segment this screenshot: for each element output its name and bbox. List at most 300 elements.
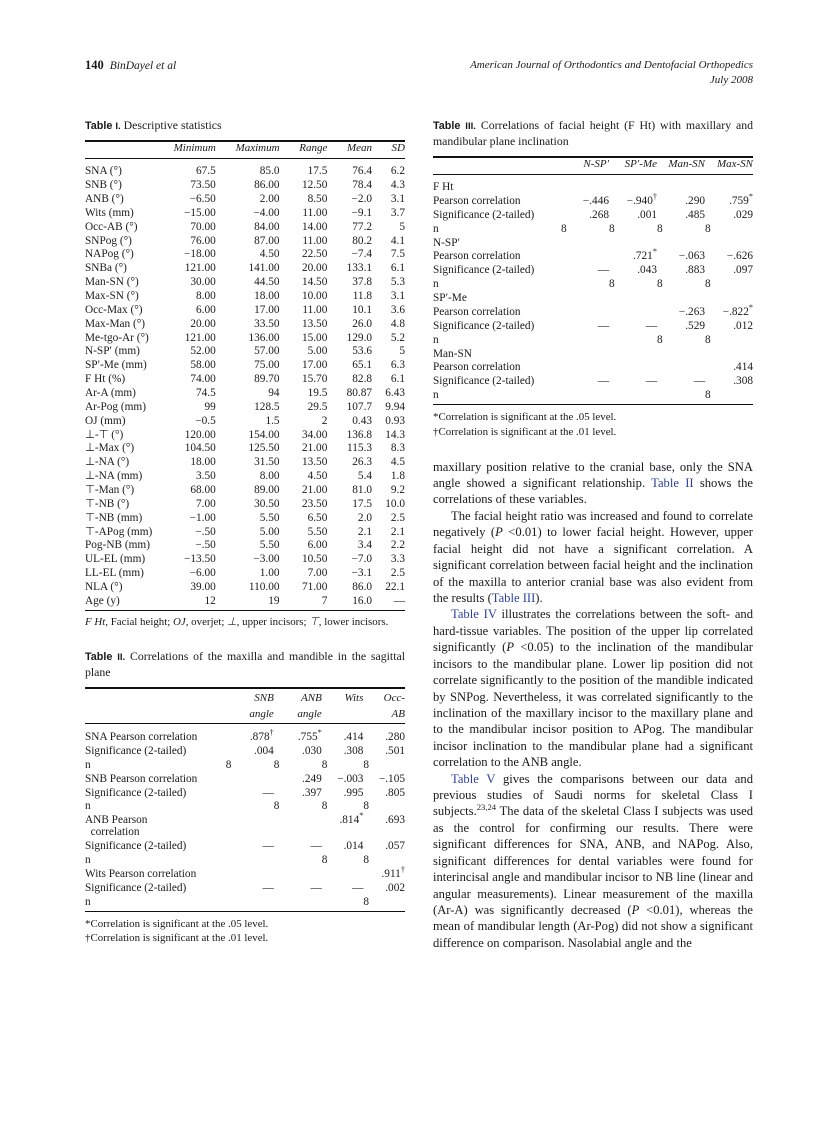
cell-value: 4.8 (390, 317, 405, 330)
cell-value: .501 (385, 744, 405, 757)
cell-value: .029 (733, 208, 753, 221)
cell-value: 3.6 (390, 303, 405, 316)
table-2-head (85, 688, 405, 724)
table-2-col-label (85, 688, 226, 708)
cell-value: 94 (268, 387, 280, 400)
cell-value: 6.1 (390, 262, 405, 275)
cell-value: 5 (399, 220, 405, 233)
row-label: n (433, 333, 439, 346)
cell-value: 78.4 (352, 179, 373, 192)
table-group-row (433, 236, 753, 250)
table-2-caption-text: Correlations of the maxilla and mandible in the sagittal plane (85, 649, 406, 680)
cell-value: — (393, 594, 405, 607)
cell-value: — (310, 881, 322, 894)
table-1 (85, 140, 405, 611)
cell-value: 4.50 (307, 470, 328, 483)
table-2-col-header: ANB (301, 692, 322, 705)
table-row (85, 594, 405, 610)
cell-value (226, 813, 274, 839)
table-row (85, 483, 405, 497)
table-3-col-header: SP′-Me (624, 157, 657, 170)
table-1-col-header: Minimum (173, 141, 216, 154)
cell-value: 11.8 (352, 290, 373, 302)
cell-value: 4.50 (259, 248, 280, 261)
cell-value: 11.00 (302, 206, 328, 219)
cell-value: .755* (297, 728, 322, 744)
table-row (433, 222, 753, 236)
cell-value: 89.00 (254, 484, 280, 497)
table-1-header-row (85, 141, 405, 158)
table-row (85, 730, 405, 744)
table-3-label: Table (433, 120, 461, 132)
reference-citation: 23,24 (476, 802, 497, 813)
cell-value: .693 (385, 814, 405, 827)
significance-marker: † (269, 728, 274, 738)
table-group-row (433, 180, 753, 194)
cell-value: 19.5 (307, 387, 328, 400)
table-2-body (85, 724, 405, 911)
cell-value: 3.50 (196, 470, 216, 483)
cell-value: −.626 (726, 250, 753, 263)
cell-value: 110.00 (248, 581, 280, 594)
cell-value: −9.1 (351, 206, 373, 219)
cell-value: 0.93 (385, 414, 405, 427)
table-row (85, 234, 405, 248)
significance-marker: † (400, 865, 405, 875)
table-row (85, 289, 405, 303)
cell-value: 2 (321, 414, 328, 427)
row-label: SNB (°) (85, 179, 122, 192)
cell-value: .814* (339, 811, 364, 827)
table-2-caption (85, 649, 405, 681)
group-title: Man-SN (433, 347, 472, 360)
cell-value: 15.00 (301, 331, 328, 344)
cell-value: 7.5 (390, 248, 405, 261)
table-row (433, 194, 753, 208)
table-cross-reference[interactable]: Table IV (451, 607, 497, 622)
table-row (85, 400, 405, 414)
cell-value: 121.00 (184, 262, 216, 275)
cell-value: 5.00 (307, 345, 328, 358)
cell-value: 5 (399, 345, 405, 358)
cell-value: 74.00 (190, 373, 216, 386)
table-row (85, 331, 405, 345)
cell-value: 53.6 (352, 345, 373, 358)
cell-value (609, 333, 657, 347)
table-1-block (85, 118, 405, 629)
cell-value: 12 (204, 594, 216, 607)
row-label: SNB Pearson correlation (85, 772, 198, 785)
row-label: Significance (2-tailed) (433, 264, 535, 277)
cell-value (226, 867, 274, 881)
cell-value: 23.50 (301, 497, 328, 510)
cell-value: −.50 (195, 539, 216, 552)
cell-value: — (597, 375, 609, 388)
table-1-col-label (85, 141, 152, 158)
table-row (85, 345, 405, 359)
italic-symbol: P (506, 640, 515, 655)
cell-value: 15.70 (301, 373, 328, 386)
cell-value: 6.43 (385, 387, 405, 400)
cell-value: −.50 (195, 525, 216, 538)
table-row (85, 164, 405, 178)
row-label: Man-SN (°) (85, 276, 139, 289)
cell-value: 4.5 (390, 456, 405, 469)
table-2-col-header: Occ- (383, 692, 405, 705)
group-title: N-SP′ (433, 236, 460, 249)
running-head-left (85, 58, 176, 73)
cell-value: 17.5 (352, 497, 373, 510)
table-row (85, 261, 405, 275)
table-row (85, 358, 405, 372)
table-row (85, 552, 405, 566)
row-label: Pog-NB (mm) (85, 539, 150, 552)
cell-value: 68.00 (190, 484, 216, 497)
cell-value: 17.5 (307, 165, 328, 178)
body-paragraph: Table V gives the comparisons between our data and previous studies of Saudi norms for skeletal Class I subjects.$^{23,24}$ The data of the skeletal Class I subjects was used as the control for confirming our results. There were significant differences for SNA, ANB, and NAPog. Also, significant differences for dental variables were found for interincisal angle and mandibular incisor to NB line (linear and angular measurements). Linear measurement of the maxilla (Ar-A) was significantly decreased (P <0.01), whereas the mean of mandibular length (Ar-Pog) did not show a significant difference on comparison. Nasolabial angle and the (433, 771, 753, 950)
significance-marker: * (359, 811, 364, 821)
cell-value: 2.0 (357, 511, 373, 524)
table-2-col-header-2: angle (249, 707, 274, 720)
cell-value: −15.00 (183, 206, 216, 219)
cell-value: 44.50 (254, 276, 280, 289)
row-label: n (433, 222, 439, 235)
cell-value: 17.00 (301, 359, 328, 372)
cell-value: 14.00 (301, 220, 328, 233)
row-label-cont: correlation (85, 826, 140, 839)
cell-value: 70.00 (190, 220, 216, 233)
cell-value: .485 (685, 208, 705, 221)
cell-value: 39.00 (190, 581, 216, 594)
significance-marker: * (652, 247, 657, 257)
cell-value: .759* (729, 192, 753, 208)
cell-value: 67.5 (196, 165, 216, 178)
body-paragraph: The facial height ratio was increased and found to correlate negatively (P <0.01) to lower facial height. However, upper facial height did not have a significant correlation. A significant correlation between facial height and the inclination of the maxilla to anterior cranial base was also evident from the results (Table III). (433, 508, 753, 605)
cell-value: 19 (268, 594, 280, 607)
table-1-caption-text: Descriptive statistics (123, 118, 222, 132)
cell-value: 7.00 (307, 567, 328, 580)
table-2-header-row-2 (85, 708, 405, 724)
cell-value: 121.00 (184, 331, 216, 344)
cell-value: 80.87 (346, 387, 373, 400)
row-label: Occ-Max (°) (85, 303, 143, 316)
cell-value (226, 772, 274, 786)
cell-value: 74.5 (196, 387, 216, 400)
cell-value: .414 (343, 731, 364, 744)
cell-value: 77.2 (352, 220, 373, 233)
table-cross-reference[interactable]: Table II (651, 476, 694, 491)
row-label: Wits Pearson correlation (85, 867, 197, 880)
row-label: ANB Pearson correlation (85, 814, 148, 839)
cell-value: 5.50 (259, 539, 280, 552)
cell-value: .308 (733, 375, 753, 388)
cell-value: −13.50 (183, 553, 216, 566)
cell-value: −3.1 (351, 567, 373, 580)
cell-value: 13.50 (301, 317, 328, 330)
table-row (85, 428, 405, 442)
cell-value: — (352, 881, 364, 894)
table-row (85, 744, 405, 758)
cell-value: .878† (249, 728, 274, 744)
cell-value: 3.7 (390, 206, 405, 219)
cell-value: 4.1 (390, 234, 405, 247)
table-group-row (433, 347, 753, 361)
cell-value: −3.00 (253, 553, 280, 566)
issue-date: July 2008 (709, 73, 753, 86)
table-row (85, 303, 405, 317)
row-label: ⊥-NA (mm) (85, 470, 143, 483)
cell-value (609, 388, 657, 404)
cell-value: −.003 (337, 772, 364, 785)
cell-value: .268 (589, 208, 609, 221)
table-row (433, 208, 753, 222)
cell-value: 107.7 (346, 400, 373, 413)
cell-value: −.263 (678, 305, 705, 318)
left-column (85, 118, 405, 950)
cell-value: 6.2 (390, 165, 405, 178)
row-label: Pearson correlation (433, 195, 521, 208)
cell-value (561, 333, 609, 347)
table-row (433, 333, 753, 347)
row-label: ⊤-Man (°) (85, 484, 135, 497)
article-body (433, 459, 753, 952)
row-label: ANB (°) (85, 192, 124, 205)
table-2-col-header: SNB (254, 692, 274, 705)
table-2-col-header-2 (322, 708, 364, 724)
table-row (85, 525, 405, 539)
cell-value: 18.00 (254, 290, 280, 302)
cell-value: −.940† (626, 192, 657, 208)
cell-value: .308 (343, 744, 364, 757)
footnote-term: ⊤ (309, 615, 319, 628)
cell-value: 18.00 (190, 456, 216, 469)
table-row (85, 895, 405, 911)
table-1-col-header: Maximum (235, 141, 280, 154)
cell-value: — (262, 881, 274, 894)
cell-value: 8 (705, 333, 711, 346)
cell-value (322, 895, 364, 911)
cell-value: −.105 (378, 772, 405, 785)
table-1-label: Table (85, 120, 113, 132)
cell-value: 120.00 (184, 428, 216, 441)
cell-value: 99 (204, 400, 216, 413)
cell-value: .012 (733, 319, 753, 332)
table-row (85, 511, 405, 525)
table-row (433, 319, 753, 333)
cell-value: 29.5 (307, 400, 328, 413)
table-row (85, 414, 405, 428)
cell-value: −7.4 (351, 248, 373, 261)
row-label: Significance (2-tailed) (433, 375, 535, 388)
cell-value: 129.0 (346, 331, 373, 344)
table-1-head (85, 141, 405, 158)
cell-value: 5.00 (259, 525, 280, 538)
cell-value: 8 (363, 895, 370, 908)
cell-value: 30.50 (254, 497, 280, 510)
table-row (85, 317, 405, 331)
table-row (85, 853, 405, 867)
table-row (433, 374, 753, 388)
cell-value: 89.70 (254, 373, 280, 386)
cell-value: −6.50 (189, 192, 216, 205)
table-2-col-header-2: AB (391, 707, 405, 720)
cell-value: 22.1 (385, 581, 405, 594)
table-row (85, 206, 405, 220)
row-label: n (85, 758, 91, 771)
table-2-footnote-2: †Correlation is significant at the .01 level. (85, 932, 269, 945)
cell-value: 8 (321, 758, 328, 771)
row-label: Significance (2-tailed) (85, 840, 187, 853)
cell-value: 6.00 (307, 539, 328, 552)
cell-value: 8 (705, 389, 711, 402)
cell-value: −18.00 (183, 248, 216, 261)
cell-value: 1.8 (390, 470, 405, 483)
cell-value: 8.3 (390, 442, 405, 455)
cell-value: 8 (561, 222, 567, 235)
cell-value: 11.00 (302, 303, 328, 316)
cell-value: −4.00 (253, 206, 280, 219)
cell-value (657, 360, 705, 374)
row-label: Max-Man (°) (85, 317, 146, 330)
cell-value: .001 (637, 208, 657, 221)
cell-value: 11.00 (302, 234, 328, 247)
cell-value: 136.8 (346, 428, 373, 441)
cell-value (561, 277, 609, 291)
cell-value: −7.0 (351, 553, 373, 566)
cell-value: 30.00 (190, 276, 216, 289)
row-label: n (433, 389, 439, 402)
cell-value: 10.0 (385, 497, 405, 510)
cell-value (609, 305, 657, 319)
table-row (85, 386, 405, 400)
cell-value: 6.00 (196, 303, 216, 316)
row-label: ⊥-NA (°) (85, 456, 130, 469)
cell-value: 2.1 (357, 525, 373, 538)
cell-value: 86.00 (254, 179, 280, 192)
table-3-body (433, 174, 753, 405)
table-row (85, 248, 405, 262)
cell-value: 14.50 (301, 276, 328, 289)
cell-value: 81.0 (352, 484, 373, 497)
cell-value: 31.50 (254, 456, 280, 469)
row-label: Me-tgo-Ar (°) (85, 331, 149, 344)
cell-value: 3.4 (357, 539, 373, 552)
significance-marker: * (748, 192, 753, 202)
cell-value: .057 (385, 840, 405, 853)
row-label: OJ (mm) (85, 414, 126, 427)
row-label: NLA (°) (85, 581, 123, 594)
table-1-caption (85, 118, 405, 134)
cell-value: 8 (657, 278, 663, 291)
cell-value: 6.50 (307, 511, 328, 524)
cell-value: 76.00 (190, 234, 216, 247)
cell-value: .995 (343, 786, 364, 799)
table-3 (433, 156, 753, 405)
row-label: F Ht (%) (85, 373, 126, 386)
table-2-footnote-1: *Correlation is significant at the .05 level. (85, 917, 269, 930)
significance-marker: † (652, 192, 657, 202)
cell-value: 0.43 (352, 414, 373, 427)
cell-value: 10.1 (352, 303, 373, 316)
cell-value: 5.4 (357, 470, 373, 483)
row-label: SNPog (°) (85, 234, 132, 247)
cell-value: 33.50 (254, 317, 280, 330)
row-label: Ar-Pog (mm) (85, 400, 146, 413)
cell-value (226, 853, 274, 867)
footnote-term: ⊥ (227, 615, 237, 628)
cell-value: .290 (685, 195, 705, 208)
table-row (433, 277, 753, 291)
cell-value: 84.00 (254, 220, 280, 233)
table-cross-reference[interactable]: Table V (451, 771, 496, 786)
cell-value: 57.00 (254, 345, 280, 358)
cell-value: 20.00 (190, 317, 216, 330)
cell-value (657, 388, 705, 404)
row-label: SNA (°) (85, 165, 122, 178)
row-label: LL-EL (mm) (85, 567, 144, 580)
table-3-caption-text: Correlations of facial height (F Ht) with maxillary and mandibular plane inclination (433, 118, 754, 148)
table-2-label: Table (85, 651, 113, 664)
cell-value (322, 867, 364, 881)
cell-value: 8 (609, 222, 615, 235)
cell-value: — (310, 840, 322, 853)
cell-value: 6.1 (390, 373, 405, 386)
cell-value: 8 (705, 222, 711, 235)
cell-value: 52.00 (190, 345, 216, 358)
table-2-col-header: Wits (344, 692, 364, 705)
cell-value: 3.3 (390, 553, 405, 566)
table-group-row (433, 291, 753, 305)
table-3-col-label (433, 157, 561, 174)
running-head (85, 58, 753, 87)
table-row (85, 786, 405, 800)
cell-value: −0.5 (195, 414, 216, 427)
table-row (85, 881, 405, 895)
row-label: SNA Pearson correlation (85, 731, 198, 744)
table-cross-reference[interactable]: Table III (491, 590, 536, 605)
table-1-number: I. (115, 121, 121, 132)
row-label: ⊤-NB (mm) (85, 511, 143, 524)
cell-value (274, 853, 322, 867)
cell-value: .030 (302, 744, 322, 757)
cell-value: 128.5 (254, 400, 280, 413)
cell-value: 7 (321, 594, 328, 607)
row-label: n (85, 895, 91, 908)
cell-value: .249 (302, 772, 322, 785)
row-label: Significance (2-tailed) (433, 208, 535, 221)
cell-value: 115.3 (347, 442, 373, 455)
cell-value: 3.1 (390, 290, 405, 302)
cell-value: 2.1 (390, 525, 405, 538)
cell-value: 73.50 (190, 179, 216, 192)
cell-value: −.063 (678, 250, 705, 263)
cell-value (226, 895, 274, 911)
row-label: Occ-AB (°) (85, 220, 138, 233)
cell-value (274, 813, 322, 839)
cell-value: 8 (609, 278, 615, 291)
cell-value: 26.3 (352, 456, 373, 469)
cell-value: 8.00 (196, 290, 216, 302)
cell-value: 37.8 (352, 276, 373, 289)
table-3-footnote-2: †Correlation is significant at the .01 level. (433, 425, 617, 438)
row-label: Age (y) (85, 594, 120, 607)
cell-value: 75.00 (254, 359, 280, 372)
cell-value: −2.0 (351, 192, 373, 205)
cell-value: 8 (657, 333, 663, 346)
cell-value: 2.5 (390, 511, 405, 524)
cell-value: .002 (385, 881, 405, 894)
row-label: Pearson correlation (433, 361, 521, 374)
